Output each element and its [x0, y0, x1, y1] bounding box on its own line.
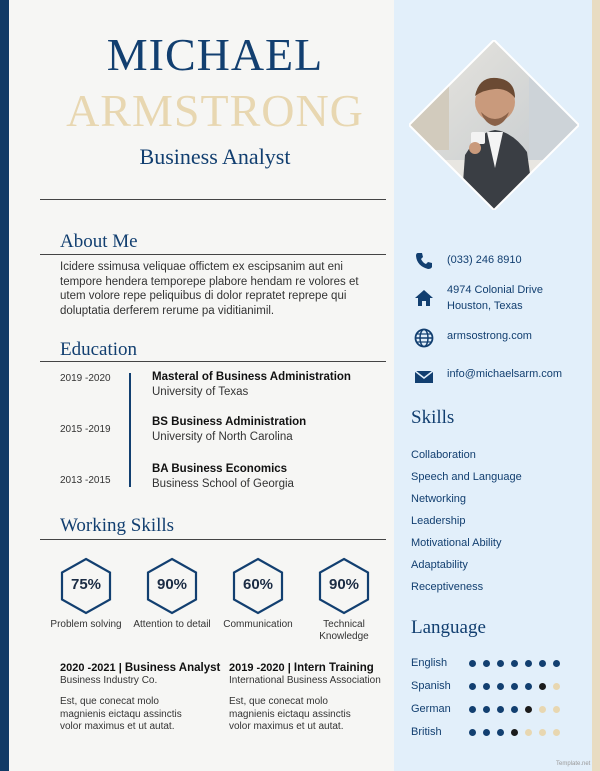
education-divider: [40, 361, 386, 362]
rating-dot-empty: [511, 729, 518, 736]
rating-dot-filled: [525, 660, 532, 667]
skill-percent: 90%: [328, 576, 360, 593]
skill-label-line: Knowledge: [319, 631, 369, 642]
job-title: Business Analyst: [139, 144, 291, 169]
language-name: German: [411, 703, 451, 715]
about-divider: [40, 254, 386, 255]
job-company: Business Industry Co.: [60, 675, 158, 686]
right-accent-bar: [592, 0, 600, 771]
skill-hexagon: [145, 557, 199, 615]
language-name: Spanish: [411, 680, 451, 692]
education-degree: BA Business Economics: [152, 463, 288, 475]
rating-dot-filled: [497, 729, 504, 736]
rating-dot-filled: [483, 729, 490, 736]
phone-icon: [414, 251, 434, 271]
skill-item: Adaptability: [411, 559, 468, 571]
working-skills-divider: [40, 539, 386, 540]
rating-dot-empty: [539, 729, 546, 736]
skill-label: [296, 619, 392, 643]
job-description: [60, 696, 210, 734]
education-year: 2015 -2019: [60, 424, 111, 435]
job-description: [229, 696, 379, 734]
rating-dot-filled: [511, 660, 518, 667]
education-degree: BS Business Administration: [152, 416, 307, 428]
skill-hexagon: [317, 557, 371, 615]
rating-dot-empty: [539, 706, 546, 713]
rating-dot-empty: [553, 729, 560, 736]
education-school: Business School of Georgia: [152, 478, 294, 490]
skill-label-line: Technical: [323, 619, 365, 630]
skill-hexagon: [231, 557, 285, 615]
watermark: Template.net: [556, 761, 591, 767]
rating-dot-filled: [497, 683, 504, 690]
address-line: Houston, Texas: [447, 299, 523, 312]
job-description-line: magnienis eictaqu assinctis: [60, 708, 182, 720]
skill-item: Speech and Language: [411, 471, 522, 483]
about-title: About Me: [60, 231, 138, 252]
skill-item: Receptiveness: [411, 581, 484, 593]
rating-dot-filled: [469, 729, 476, 736]
rating-dot-filled: [511, 706, 518, 713]
job-description-line: Est, que conecat molo: [60, 696, 159, 707]
education-title: Education: [60, 339, 138, 360]
rating-dot-filled: [483, 706, 490, 713]
language-name: British: [411, 726, 442, 738]
skill-item: Networking: [411, 493, 467, 505]
job-description-line: volor maximus et ut autat.: [229, 721, 344, 732]
skill-percent: 90%: [156, 576, 188, 593]
rating-dot-filled: [469, 683, 476, 690]
globe-icon: [414, 328, 434, 348]
job-header: [229, 662, 374, 674]
header-divider: [40, 199, 386, 200]
job-separator: |: [287, 662, 291, 674]
skill-item: Leadership: [411, 515, 466, 527]
home-icon: [414, 288, 434, 308]
skill-item: Motivational Ability: [411, 537, 502, 549]
job-header: [60, 662, 220, 674]
rating-dot-filled: [483, 683, 490, 690]
address-line: 4974 Colonial Drive: [447, 284, 543, 296]
rating-dot-empty: [553, 683, 560, 690]
envelope-icon: [414, 367, 434, 387]
working-skills-title: Working Skills: [60, 515, 175, 536]
job-role: Intern Training: [293, 662, 374, 674]
education-year: 2019 -2020: [60, 373, 111, 384]
job-description-line: Est, que conecat molo: [229, 696, 328, 707]
skill-label: Problem solving: [50, 619, 122, 630]
rating-dot-empty: [525, 729, 532, 736]
rating-dot-filled: [469, 706, 476, 713]
language-name: English: [411, 657, 448, 669]
education-school: University of Texas: [152, 386, 249, 398]
rating-dot-filled: [483, 660, 490, 667]
contact-phone[interactable]: (033) 246 8910: [447, 254, 522, 266]
first-name: MICHAEL: [106, 29, 324, 80]
skills-title: Skills: [411, 407, 455, 428]
contact-address: [447, 283, 543, 314]
language-title: Language: [411, 617, 486, 638]
rating-dot-empty: [525, 706, 532, 713]
last-name: ARMSTRONG: [66, 85, 364, 136]
contact-website[interactable]: armsostrong.com: [447, 330, 532, 342]
rating-dot-filled: [497, 660, 504, 667]
profile-photo: [409, 40, 579, 210]
rating-dot-filled: [539, 660, 546, 667]
skill-label: Communication: [223, 619, 293, 630]
education-year: 2013 -2015: [60, 475, 111, 486]
rating-dot-filled: [469, 660, 476, 667]
rating-dot-empty: [539, 683, 546, 690]
skill-percent: 75%: [70, 576, 102, 593]
job-role: Business Analyst: [124, 662, 221, 674]
job-company: International Business Association: [229, 675, 381, 686]
job-description-line: volor maximus et ut autat.: [60, 721, 175, 732]
contact-email[interactable]: info@michaelsarm.com: [447, 368, 563, 380]
skill-item: Collaboration: [411, 449, 476, 461]
skill-label: Attention to detail: [133, 619, 211, 630]
rating-dot-filled: [511, 683, 518, 690]
rating-dot-empty: [553, 706, 560, 713]
education-timeline-line: [129, 373, 131, 487]
skill-hexagon: [59, 557, 113, 615]
about-text: Icidere ssimusa veliquae offictem ex escipsanim aut eni tempore hendera temporepe plabore hendam re volores et utem volore repe peliquibus di dolor repratet reprepe qui doluptatia derferem rerume pa viditianimil.: [60, 261, 359, 317]
rating-dot-filled: [525, 683, 532, 690]
education-degree: Masteral of Business Administration: [152, 371, 351, 383]
job-description-line: magnienis eictaqu assinctis: [229, 708, 351, 720]
rating-dot-filled: [497, 706, 504, 713]
job-years: 2020 -2021: [60, 662, 116, 674]
job-years: 2019 -2020: [229, 662, 285, 674]
rating-dot-filled: [553, 660, 560, 667]
education-school: University of North Carolina: [152, 431, 293, 443]
job-separator: |: [118, 662, 122, 674]
skill-percent: 60%: [242, 576, 274, 593]
